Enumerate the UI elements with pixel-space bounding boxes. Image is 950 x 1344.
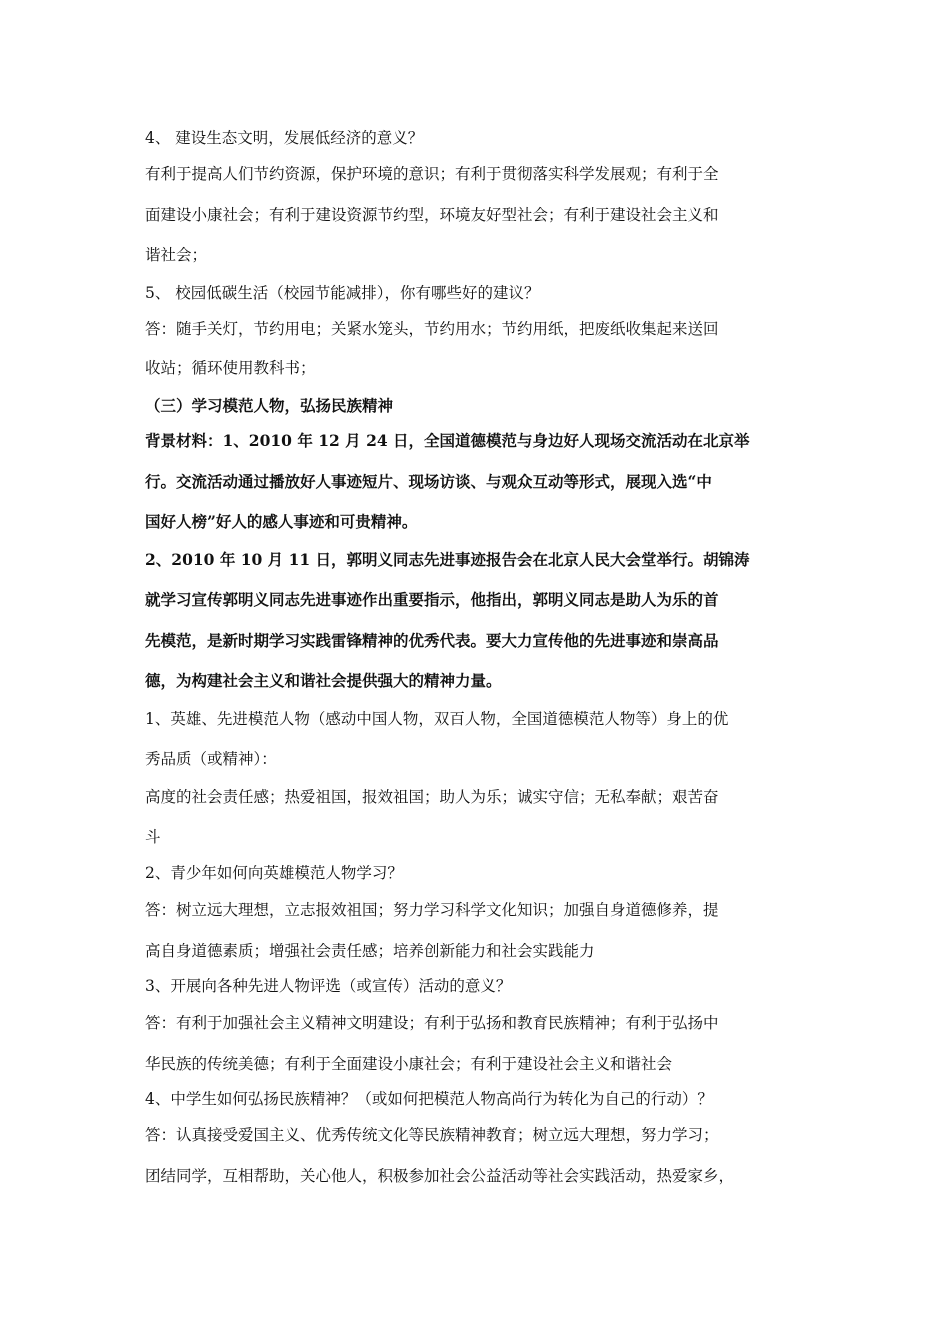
answer-line: 高度的社会责任感；热爱祖国，报效祖国；助人为乐；诚实守信；无私奉献；艰苦奋 (145, 788, 719, 806)
question-2-heading: 2、青少年如何向英雄模范人物学习？ (145, 864, 403, 882)
answer-line: 华民族的传统美德；有利于全面建设小康社会；有利于建设社会主义和谐社会 (145, 1055, 673, 1073)
background-line: 行。交流活动通过播放好人事迹短片、现场访谈、与观众互动等形式，展现入选“中 (145, 472, 712, 491)
background-line: 就学习宣传郭明义同志先进事迹作出重要指示，他指出，郭明义同志是助人为乐的首 (145, 590, 719, 609)
answer-line: 高自身道德素质；增强社会责任感；培养创新能力和社会实践能力 (145, 942, 595, 960)
answer-line: 答：认真接受爱国主义、优秀传统文化等民族精神教育；树立远大理想，努力学习； (145, 1126, 719, 1144)
question-1-heading: 秀品质（或精神）： (145, 750, 277, 768)
section-3-heading: （三）学习模范人物，弘扬民族精神 (145, 396, 394, 415)
background-line: 德，为构建社会主义和谐社会提供强大的精神力量。 (145, 671, 502, 690)
answer-line: 斗 (145, 828, 161, 846)
answer-line: 收站；循环使用教科书； (145, 359, 316, 377)
question-1-heading: 1、英雄、先进模范人物（感动中国人物，双百人物，全国道德模范人物等）身上的优 (145, 710, 729, 728)
background-line: 背景材料：1、2010 年 12 月 24 日，全国道德模范与身边好人现场交流活动在北京举 (145, 431, 750, 450)
question-5-heading: 5、 校园低碳生活（校园节能减排），你有哪些好的建议？ (145, 284, 540, 302)
question-4-heading: 4、 建设生态文明，发展低经济的意义？ (145, 129, 424, 147)
answer-line: 谐社会； (145, 246, 208, 264)
background-line: 2、2010 年 10 月 11 日，郭明义同志先进事迹报告会在北京人民大会堂举行。胡锦涛 (145, 550, 750, 569)
answer-line: 答：有利于加强社会主义精神文明建设；有利于弘扬和教育民族精神；有利于弘扬中 (145, 1014, 719, 1032)
answer-line: 答：随手关灯，节约用电；关紧水笼头，节约用水；节约用纸，把废纸收集起来送回 (145, 320, 719, 338)
background-line: 国好人榜”好人的感人事迹和可贵精神。 (145, 512, 418, 531)
question-4b-heading: 4、中学生如何弘扬民族精神？（或如何把模范人物高尚行为转化为自己的行动）？ (145, 1090, 713, 1108)
answer-line: 有利于提高人们节约资源，保护环境的意识；有利于贯彻落实科学发展观；有利于全 (145, 165, 719, 183)
question-3-heading: 3、开展向各种先进人物评选（或宣传）活动的意义？ (145, 977, 512, 995)
background-line: 先模范，是新时期学习实践雷锋精神的优秀代表。要大力宣传他的先进事迹和崇高品 (145, 631, 719, 650)
answer-line: 面建设小康社会；有利于建设资源节约型，环境友好型社会；有利于建设社会主义和 (145, 206, 719, 224)
answer-line: 团结同学，互相帮助，关心他人，积极参加社会公益活动等社会实践活动，热爱家乡， (145, 1167, 735, 1185)
answer-line: 答：树立远大理想，立志报效祖国；努力学习科学文化知识；加强自身道德修养，提 (145, 901, 719, 919)
